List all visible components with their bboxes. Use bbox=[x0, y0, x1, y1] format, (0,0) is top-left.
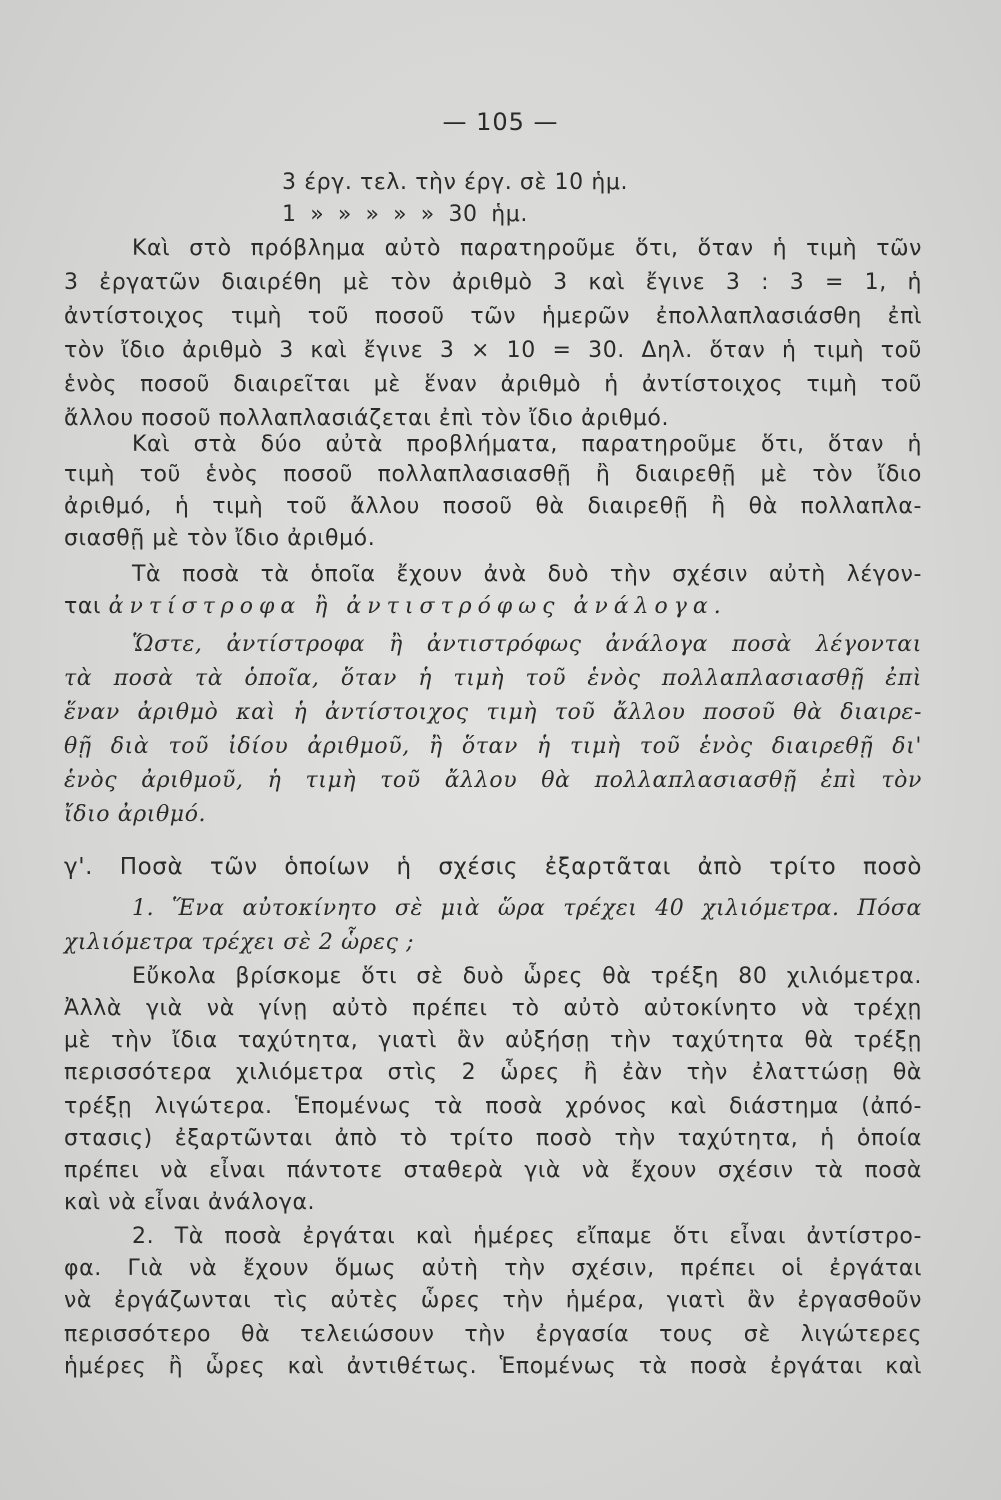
text-line: πρέπει νὰ εἶναι πάντοτε σταθερὰ γιὰ νὰ ἔχουν σχέσιν τὰ ποσὰ bbox=[64, 1158, 922, 1183]
text-line: τὸν ἴδιο ἀριθμὸ 3 καὶ ἔγινε 3 × 10 = 30. Δηλ. ὅταν ἡ τιμὴ τοῦ bbox=[64, 338, 922, 363]
text-line: φα. Γιὰ νὰ ἔχουν ὅμως αὐτὴ τὴν σχέσιν, πρέπει οἱ ἐργάται bbox=[64, 1256, 922, 1281]
section-heading: γ'. Ποσὰ τῶν ὁποίων ἡ σχέσις ἐξαρτᾶται ἀπὸ τρίτο ποσὸ bbox=[64, 854, 922, 880]
text-line: ἄλλου ποσοῦ πολλαπλασιάζεται ἐπὶ τὸν ἴδιο ἀριθμό. bbox=[64, 406, 670, 431]
text-line: Εὔκολα βρίσκομε ὅτι σὲ δυὸ ὧρες θὰ τρέξη 80 χιλιόμετρα. bbox=[132, 964, 922, 989]
text-line: Καὶ στὸ πρόβλημα αὐτὸ παρατηροῦμε ὅτι, ὅταν ἡ τιμὴ τῶν bbox=[132, 236, 922, 261]
definition-line: θῇ διὰ τοῦ ἰδίου ἀριθμοῦ, ἢ ὅταν ἡ τιμὴ τοῦ ἑνὸς διαιρεθῇ δι' bbox=[64, 734, 922, 759]
problem-line: 1. Ἕνα αὐτοκίνητο σὲ μιὰ ὥρα τρέχει 40 χιλιόμετρα. Πόσα bbox=[132, 896, 922, 921]
text-line: 2. Τὰ ποσὰ ἐργάται καὶ ἡμέρες εἴπαμε ὅτι εἶναι ἀντίστρο- bbox=[132, 1224, 922, 1249]
table-row: 1 » » » » » 30 ἡμ. bbox=[282, 202, 528, 227]
text-line: στασις) ἐξαρτῶνται ἀπὸ τὸ τρίτο ποσὸ τὴν ταχύτητα, ἡ ὁποία bbox=[64, 1126, 922, 1151]
text-line: σιασθῇ μὲ τὸν ἴδιο ἀριθμό. bbox=[64, 526, 376, 551]
text-line bbox=[64, 592, 922, 622]
text-line: περισσότερο θὰ τελειώσουν τὴν ἐργασία τους σὲ λιγώτερες bbox=[64, 1322, 922, 1347]
text-line: Ἀλλὰ γιὰ νὰ γίνῃ αὐτὸ πρέπει τὸ αὐτὸ αὐτοκίνητο νὰ τρέχῃ bbox=[64, 996, 922, 1021]
text-line: τρέξῃ λιγώτερα. Ἑπομένως τὰ ποσὰ χρόνος καὶ διάστημα (ἀπό- bbox=[64, 1094, 922, 1119]
text-line: ἑνὸς ποσοῦ διαιρεῖται μὲ ἕναν ἀριθμὸ ἡ ἀντίστοιχος τιμὴ τοῦ bbox=[64, 372, 922, 397]
text-line: τιμὴ τοῦ ἑνὸς ποσοῦ πολλαπλασιασθῇ ἢ διαιρεθῇ μὲ τὸν ἴδιο bbox=[64, 462, 922, 487]
definition-line: ἑνὸς ἀριθμοῦ, ἡ τιμὴ τοῦ ἄλλου θὰ πολλαπλασιασθῇ ἐπὶ τὸν bbox=[64, 768, 922, 793]
text-line: μὲ τὴν ἴδια ταχύτητα, γιατὶ ἂν αὐξήσῃ τὴν ταχύτητα θὰ τρέξῃ bbox=[64, 1028, 922, 1053]
text-line: περισσότερα χιλιόμετρα στὶς 2 ὧρες ἢ ἐὰν τὴν ἐλαττώσῃ θὰ bbox=[64, 1060, 922, 1085]
text-line: ἡμέρες ἢ ὧρες καὶ ἀντιθέτως. Ἑπομένως τὰ ποσὰ ἐργάται καὶ bbox=[64, 1354, 922, 1379]
definition-line: τὰ ποσὰ τὰ ὁποῖα, ὅταν ἡ τιμὴ τοῦ ἑνὸς πολλαπλασιασθῇ ἐπὶ bbox=[64, 666, 922, 691]
text-line: ἀριθμό, ἡ τιμὴ τοῦ ἄλλου ποσοῦ θὰ διαιρεθῇ ἢ θὰ πολλαπλα- bbox=[64, 494, 922, 519]
page-number: — 105 — bbox=[442, 108, 559, 136]
text-line: ἀντίστοιχος τιμὴ τοῦ ποσοῦ τῶν ἡμερῶν ἐπολλαπλασιάσθη ἐπὶ bbox=[64, 304, 922, 329]
text-run: ται bbox=[64, 594, 101, 619]
spaced-term: ἀντίστροφα ἢ ἀντιστρόφως ἀνάλογα. bbox=[108, 594, 727, 619]
text-line: νὰ ἐργάζωνται τὶς αὐτὲς ὧρες τὴν ἡμέρα, γιατὶ ἂν ἐργασθοῦν bbox=[64, 1288, 922, 1313]
text-line: Τὰ ποσὰ τὰ ὁποῖα ἔχουν ἀνὰ δυὸ τὴν σχέσιν αὐτὴ λέγον- bbox=[132, 562, 922, 587]
text-line: 3 ἐργατῶν διαιρέθη μὲ τὸν ἀριθμὸ 3 καὶ ἔγινε 3 : 3 = 1, ἡ bbox=[64, 270, 922, 295]
text-line: Καὶ στὰ δύο αὐτὰ προβλήματα, παρατηροῦμε ὅτι, ὅταν ἡ bbox=[132, 432, 922, 457]
definition-line: ἕναν ἀριθμὸ καὶ ἡ ἀντίστοιχος τιμὴ τοῦ ἄλλου ποσοῦ θὰ διαιρε- bbox=[64, 700, 922, 725]
definition-line: ἴδιο ἀριθμό. bbox=[64, 802, 207, 827]
definition-line: Ὥστε, ἀντίστροφα ἢ ἀντιστρόφως ἀνάλογα ποσὰ λέγονται bbox=[132, 632, 922, 657]
text-line: καὶ νὰ εἶναι ἀνάλογα. bbox=[64, 1190, 316, 1215]
problem-line: χιλιόμετρα τρέχει σὲ 2 ὧρες ; bbox=[64, 930, 415, 955]
table-row: 3 έργ. τελ. τὴν έργ. σὲ 10 ἡμ. bbox=[282, 170, 629, 195]
